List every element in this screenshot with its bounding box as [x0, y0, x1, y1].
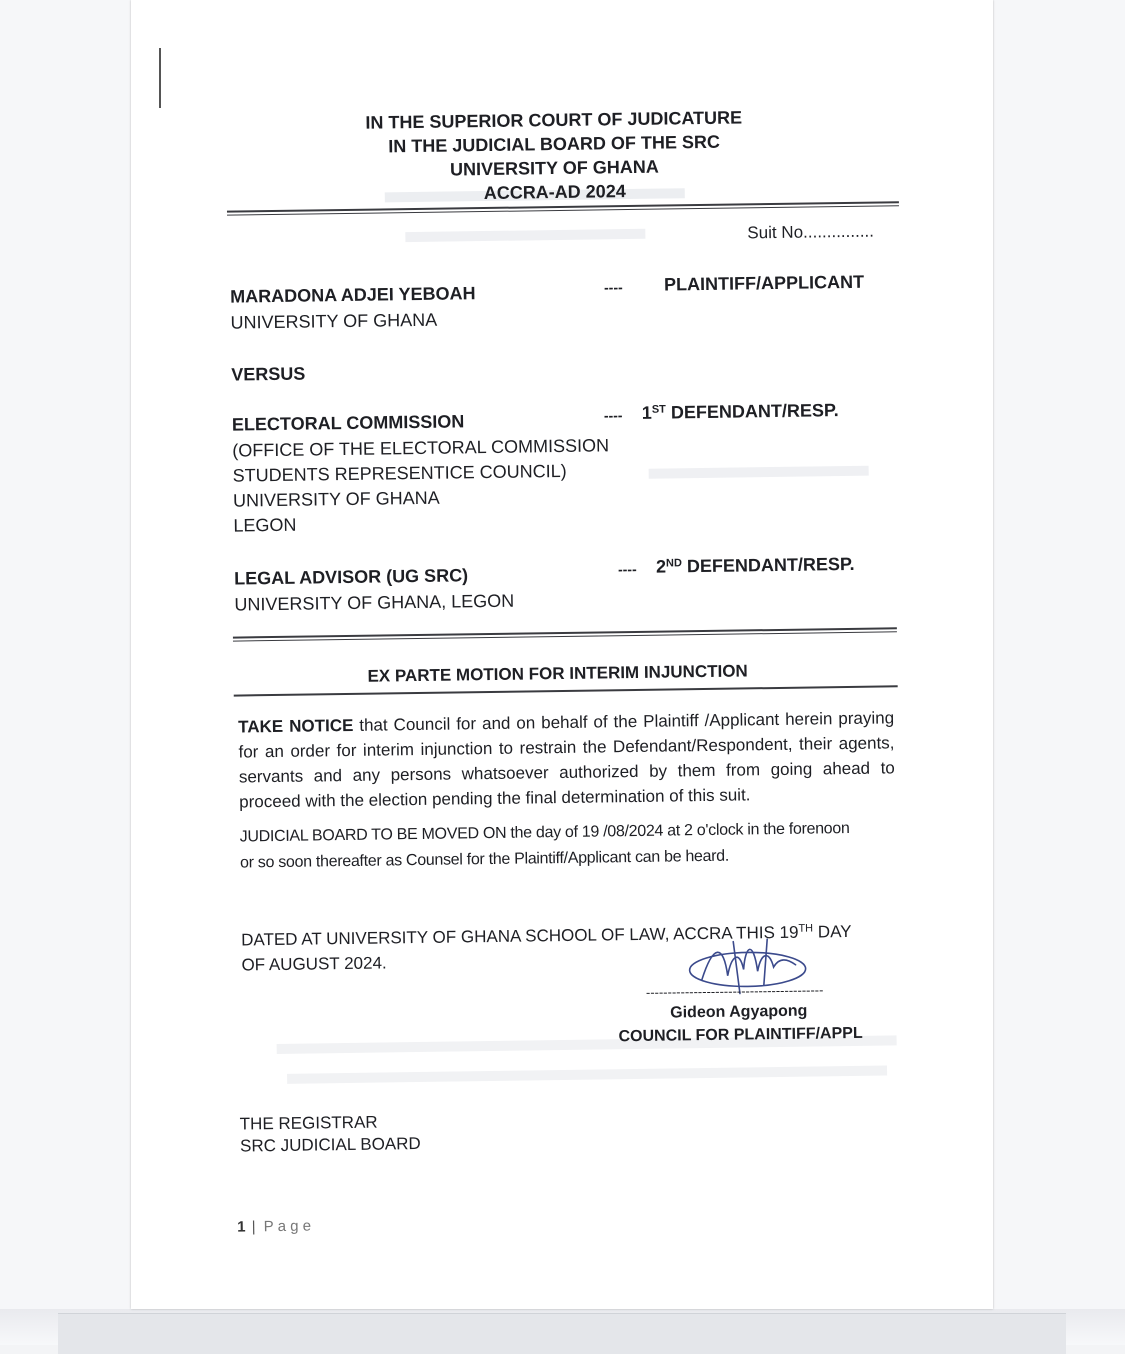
document-page: [131, 0, 993, 1309]
signatory-name: Gideon Agyapong: [670, 1002, 808, 1022]
page-label: P a g e: [263, 1217, 312, 1236]
defendant2-address: UNIVERSITY OF GHANA, LEGON: [234, 590, 515, 615]
defendant1-address-line-3: UNIVERSITY OF GHANA: [232, 487, 440, 511]
defendant1-address-line-1: (OFFICE OF THE ELECTORAL COMMISSION: [232, 435, 610, 461]
court-header-line-3: UNIVERSITY OF GHANA: [449, 156, 659, 180]
suit-number: Suit No...............: [747, 221, 875, 243]
bleed-through-shadow: [649, 466, 869, 479]
registrar-line-2: SRC JUDICIAL BOARD: [239, 1134, 421, 1156]
next-page-edge: [58, 1313, 1066, 1354]
signature-stroke: [701, 949, 795, 980]
defendant1-role-label: DEFENDANT/RESP.: [670, 400, 839, 423]
background-left: [0, 0, 131, 1345]
notice-lead: TAKE NOTICE: [238, 715, 354, 737]
notice-paragraph: [238, 705, 895, 814]
defendant1-dashes: ----: [603, 407, 623, 424]
defendant1-ordinal: 1: [641, 402, 652, 423]
dated-line-1-text: DATED AT UNIVERSITY OF GHANA SCHOOL OF LAW, ACCRA THIS 19: [241, 922, 799, 950]
registrar-line-1: THE REGISTRAR: [239, 1112, 378, 1134]
defendant2-dashes: ----: [617, 560, 637, 578]
signatory-title: COUNCIL FOR PLAINTIFF/APPL: [618, 1024, 863, 1046]
motion-title: EX PARTE MOTION FOR INTERIM INJUNCTION: [367, 661, 748, 686]
title-rule-bottom: [234, 685, 898, 696]
signature-line: -----------------------------------------: [645, 982, 824, 1000]
page-number: 1: [237, 1218, 246, 1236]
plaintiff-address: UNIVERSITY OF GHANA: [230, 309, 438, 333]
hearing-line-2: or so soon thereafter as Counsel for the Plaintiff/Applicant can be heard.: [239, 847, 730, 872]
hearing-line-1: JUDICIAL BOARD TO BE MOVED ON the day of 19 /08/2024 at 2 o'clock in the forenoon: [239, 819, 850, 846]
signature-stroke: [763, 939, 768, 985]
court-header: [324, 105, 785, 207]
defendant2-role-label: DEFENDANT/RESP.: [686, 553, 855, 577]
defendant1-ordinal-suffix: ST: [651, 403, 666, 416]
dated-line-1-end: DAY: [813, 921, 852, 942]
plaintiff-dashes: ----: [603, 279, 623, 296]
notice-body: that Council for and on behalf of the Plaintiff /Applicant herein praying for an order for interim injunction to restrain the Defendant/Respondent, their agents, servants and any persons whatsoever authorized by them from going ahead to proceed with the election pending the final determination of this suit.: [238, 708, 895, 812]
defendant2-role: [656, 554, 855, 578]
defendant2-ordinal: 2: [655, 556, 667, 577]
page-separator: |: [245, 1218, 264, 1236]
versus-label: VERSUS: [231, 363, 306, 385]
court-header-line-4: ACCRA-AD 2024: [483, 181, 626, 204]
court-header-line-1: IN THE SUPERIOR COURT OF JUDICATURE: [365, 107, 743, 133]
hearing-paragraph: [240, 815, 897, 876]
defendant2-name: LEGAL ADVISOR (UG SRC): [233, 565, 469, 589]
defendant1-address-line-2: STUDENTS REPRESENTICE COUNCIL): [232, 460, 567, 486]
plaintiff-name: MARADONA ADJEI YEBOAH: [230, 283, 476, 307]
defendant1-name: ELECTORAL COMMISSION: [231, 411, 465, 435]
bleed-through-shadow: [405, 229, 645, 242]
defendant1-role: [642, 400, 839, 424]
bleed-through-shadow: [287, 1065, 887, 1083]
defendant1-address-line-4: LEGON: [233, 514, 297, 536]
page-footer: [237, 1218, 311, 1236]
dated-day-suffix: TH: [798, 922, 814, 935]
dated-line-2: OF AUGUST 2024.: [241, 953, 387, 975]
background-right: [993, 0, 1125, 1345]
court-header-line-2: IN THE JUDICIAL BOARD OF THE SRC: [388, 131, 721, 157]
page-content: [122, 0, 1002, 1315]
defendant2-ordinal-suffix: ND: [665, 557, 682, 570]
plaintiff-role: PLAINTIFF/APPLICANT: [663, 271, 865, 295]
